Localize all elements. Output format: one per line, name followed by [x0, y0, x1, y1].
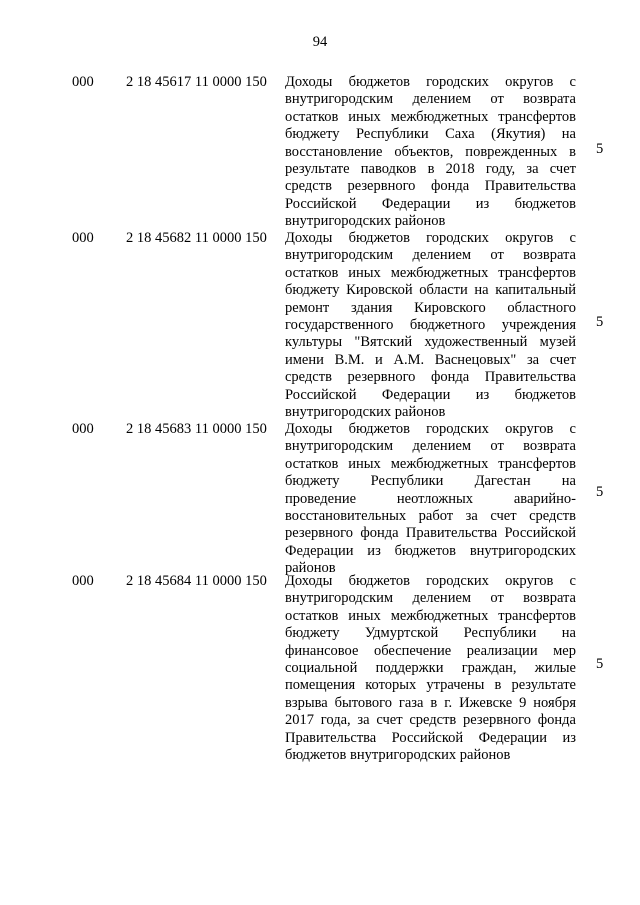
description-line: внутригородским делением от возврата: [285, 91, 576, 108]
page-number: 94: [312, 34, 328, 50]
description-line: Российской Федерации из бюджетов: [285, 386, 576, 403]
description-line: помещения которых утрачены в результате: [285, 677, 576, 694]
row-flag: 5: [596, 484, 604, 500]
description-line: средств резервного фонда Правительства: [285, 369, 576, 386]
row-flag: 5: [596, 314, 604, 330]
description-line: средств резервного фонда Правительства: [285, 178, 576, 195]
admin-code: 000: [72, 230, 94, 246]
description-line: восстановление объектов, поврежденных в: [285, 143, 576, 160]
description-line: Доходы бюджетов городских округов с: [285, 74, 576, 90]
kbk-code: 2 18 45617 11 0000 150: [126, 74, 267, 90]
description-line: бюджету Республики Дагестан на: [285, 473, 576, 490]
description-line: внутригородским делением от возврата: [285, 438, 576, 455]
kbk-code: 2 18 45683 11 0000 150: [126, 421, 267, 437]
description-line: результате паводков в 2018 году, за счет: [285, 161, 576, 178]
kbk-code: 2 18 45682 11 0000 150: [126, 230, 267, 246]
description-line: районов: [285, 560, 336, 577]
description-line: восстановительных работ за счет средств: [285, 508, 576, 525]
description-line: остатков иных межбюджетных трансфертов: [285, 607, 576, 624]
description-line: Федерации из бюджетов внутригородских: [285, 542, 576, 559]
admin-code: 000: [72, 573, 94, 589]
description-line: государственного бюджетного учреждения: [285, 317, 576, 334]
description-line: бюджету Республики Саха (Якутия) на: [285, 126, 576, 143]
description-line: Доходы бюджетов городских округов с: [285, 230, 576, 246]
description-line: бюджетов внутригородских районов: [285, 747, 511, 764]
description-line: остатков иных межбюджетных трансфертов: [285, 264, 576, 281]
revenue-description: [285, 573, 576, 764]
description-line: Российской Федерации из бюджетов: [285, 195, 576, 212]
description-line: внутригородских районов: [285, 213, 446, 230]
description-line: Доходы бюджетов городских округов с: [285, 421, 576, 437]
description-line: имени В.М. и А.М. Васнецовых" за счет: [285, 351, 576, 368]
row-flag: 5: [596, 656, 604, 672]
kbk-code: 2 18 45684 11 0000 150: [126, 573, 267, 589]
description-line: внутригородским делением от возврата: [285, 590, 576, 607]
description-line: Доходы бюджетов городских округов с: [285, 573, 576, 589]
description-line: остатков иных межбюджетных трансфертов: [285, 108, 576, 125]
description-line: бюджету Кировской области на капитальный: [285, 282, 576, 299]
revenue-description: [285, 421, 576, 578]
admin-code: 000: [72, 421, 94, 437]
description-line: внутригородских районов: [285, 404, 446, 421]
description-line: Правительства Российской Федерации из: [285, 729, 576, 746]
description-line: остатков иных межбюджетных трансфертов: [285, 455, 576, 472]
description-line: внутригородским делением от возврата: [285, 247, 576, 264]
description-line: резервного фонда Правительства Российской: [285, 525, 576, 542]
description-line: финансовое обеспечение реализации мер: [285, 642, 576, 659]
revenue-description: [285, 230, 576, 421]
row-flag: 5: [596, 141, 604, 157]
description-line: взрыва бытового газа в г. Ижевске 9 ноября: [285, 694, 576, 711]
description-line: 2017 года, за счет средств резервного фонда: [285, 712, 576, 729]
description-line: проведение неотложных аварийно-: [285, 490, 576, 507]
description-line: культуры "Вятский художественный музей: [285, 334, 576, 351]
description-line: ремонт здания Кировского областного: [285, 299, 576, 316]
revenue-description: [285, 74, 576, 231]
admin-code: 000: [72, 74, 94, 90]
description-line: бюджету Удмуртской Республики на: [285, 625, 576, 642]
description-line: социальной поддержки граждан, жилые: [285, 660, 576, 677]
